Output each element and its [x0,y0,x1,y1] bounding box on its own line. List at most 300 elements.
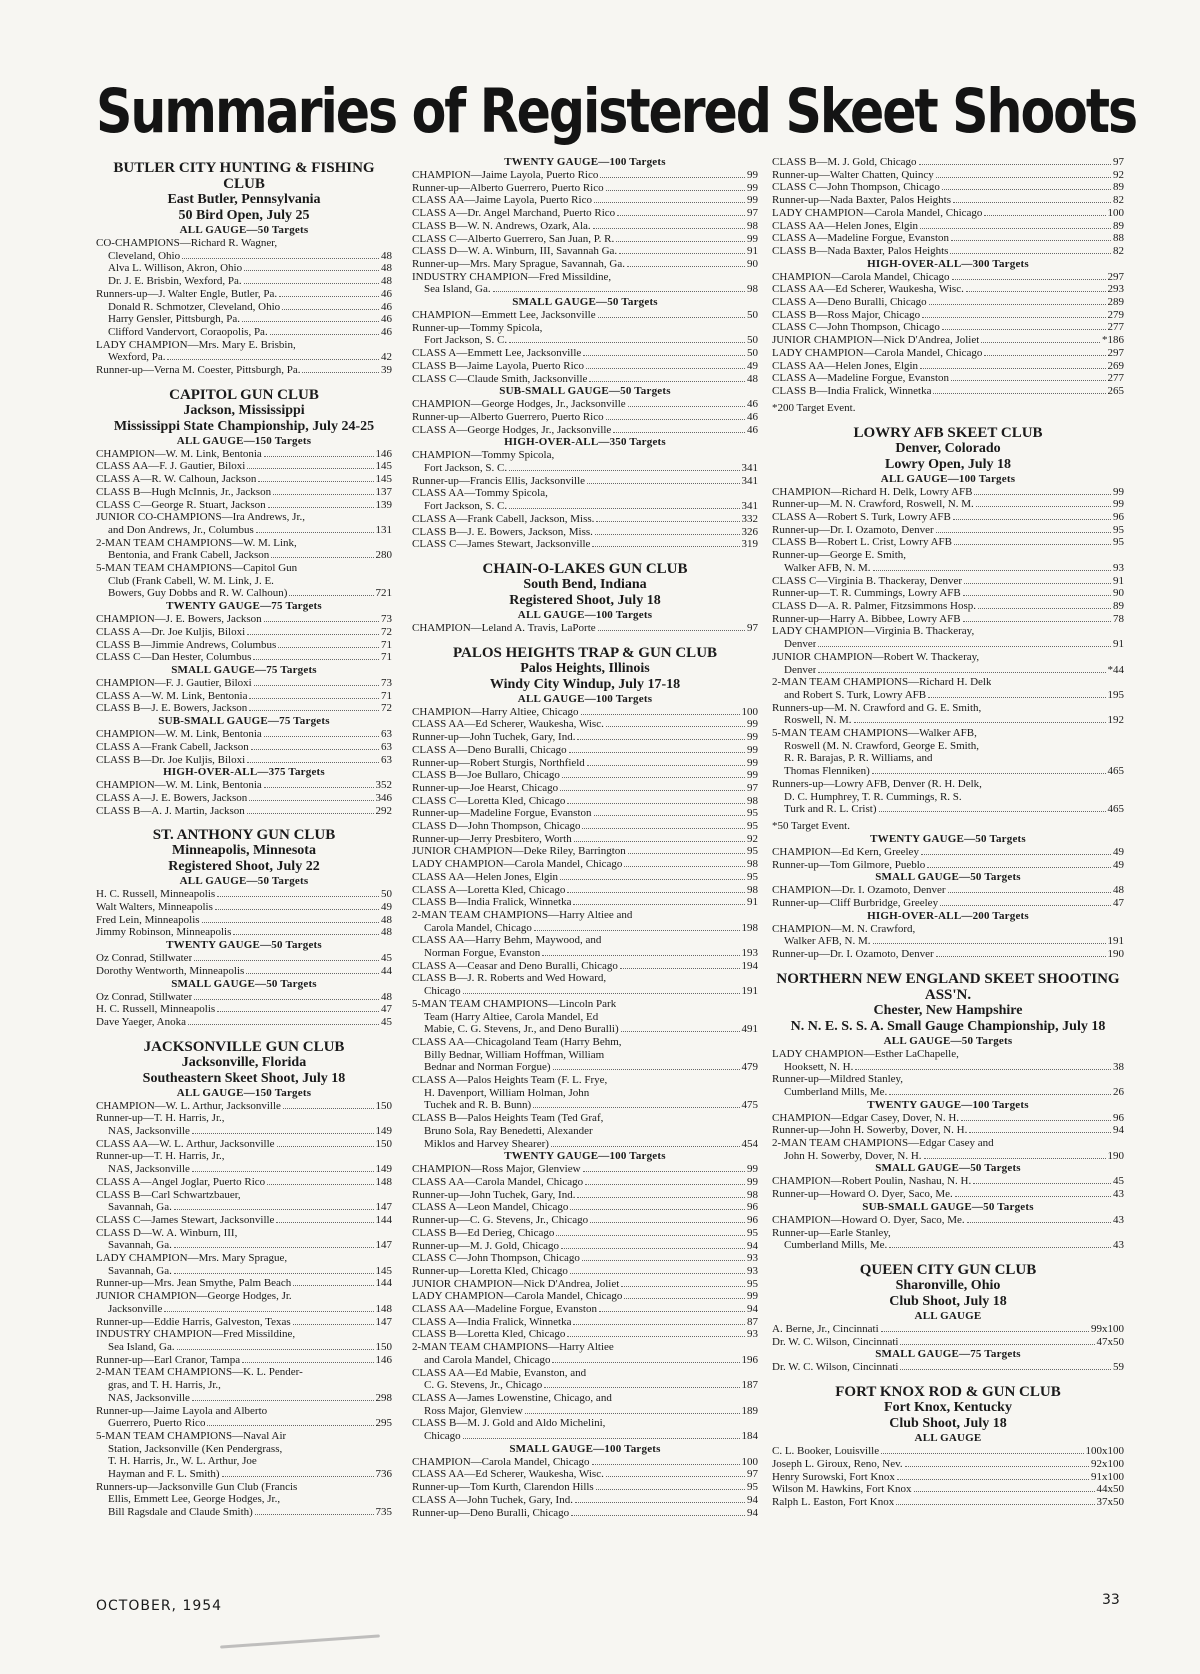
result-entry: CLASS B—M. J. Gold, Chicago [772,156,917,168]
result-entry: CHAMPION—Ross Major, Glenview [412,1163,581,1176]
result-entry: Runners-up—Lowry AFB, Denver (R. H. Delk, [772,777,982,790]
result-score: 97 [1113,156,1124,168]
result-row [772,1061,1124,1074]
result-entry: Cleveland, Ohio [108,249,181,262]
dot-leader [948,892,1111,893]
dot-leader [567,1336,745,1337]
dot-leader [924,1158,1106,1159]
result-row [96,741,392,754]
dot-leader [933,393,1105,394]
result-score: 475 [741,1099,758,1112]
result-entry: CLASS C—Dan Hester, Columbus [96,651,252,664]
result-score: 43 [1113,1213,1124,1226]
result-row [772,283,1124,296]
result-score: 48 [381,990,392,1003]
result-entry: Runner-up—Eddie Harris, Galveston, Texas [96,1315,291,1328]
result-score: 279 [1107,308,1124,321]
result-row [772,575,1124,588]
result-score: 46 [747,410,758,423]
result-row [96,792,392,805]
dot-leader [606,1476,745,1477]
club-name: PALOS HEIGHTS TRAP & GUN CLUB [452,644,718,661]
result-row [772,1137,1124,1150]
result-entry: JUNIOR CHAMPION—George Hodges, Jr. [96,1290,292,1303]
result-entry: Runners-up—M. N. Crawford and G. E. Smith, [772,701,982,714]
result-entry: Dave Yaeger, Anoka [96,1015,186,1028]
result-entry: CLASS B—India Fralick, Winnetka [772,384,932,397]
result-entry: CLASS A—R. W. Calhoun, Jackson [96,473,257,486]
dot-leader [283,1108,374,1109]
result-row [772,935,1124,948]
club-name: FORT KNOX ROD & GUN CLUB [835,1384,1061,1401]
result-row [96,549,392,562]
result-entry: CLASS A—Madeline Forgue, Evanston [772,232,950,245]
result-row [412,1278,758,1291]
result-score: 98 [747,1188,758,1201]
result-score: 99 [747,1163,758,1176]
dot-leader [889,1247,1111,1248]
dot-leader [583,1171,745,1172]
result-row [412,271,758,284]
dot-leader [249,800,373,801]
result-row [412,1303,758,1316]
result-score: 195 [1107,688,1124,701]
result-entry: Dorothy Wentworth, Minneapolis [96,964,245,977]
result-score: 187 [741,1379,758,1392]
dot-leader [244,270,379,271]
result-entry: CLASS A—Leon Mandel, Chicago [412,1201,569,1214]
result-row [412,1392,758,1405]
result-entry: Harry Gensler, Pittsburgh, Pa. [108,313,240,326]
result-score: 137 [375,485,392,498]
dot-leader [598,317,745,318]
result-row [772,1214,1124,1227]
dot-leader [509,508,739,509]
result-entry: Mabie, C. G. Stevens, Jr., and Deno Buralli) [424,1023,619,1036]
gauge-heading: HIGH-OVER-ALL—300 Targets [867,257,1029,270]
dot-leader [951,240,1111,241]
event-subtitle: N. N. E. S. S. A. Small Gauge Championship, July 18 [790,1018,1106,1034]
result-row [772,859,1124,872]
result-score: 94 [747,1303,758,1316]
gauge-heading: ALL GAUGE—150 Targets [176,1086,312,1099]
result-row [772,651,1124,664]
dot-leader [253,659,379,660]
result-score: 99 [1113,498,1124,511]
result-row [412,1074,758,1087]
gauge-heading: SMALL GAUGE—100 Targets [509,1442,661,1455]
result-entry: Runner-up—Earle Stanley, [772,1226,891,1239]
result-entry: CLASS C—John Thompson, Chicago [772,321,940,334]
result-score: 91 [1113,574,1124,587]
result-score: 47 [381,1003,392,1016]
result-entry: Fort Jackson, S. C. [424,500,508,513]
dot-leader [256,532,374,533]
result-entry: CO-CHAMPIONS—Richard R. Wagner, [96,237,278,249]
dot-leader [463,1438,740,1439]
dot-leader [854,722,1106,723]
result-row [772,1496,1124,1509]
result-entry: CHAMPION—W. M. Link, Bentonia [96,779,262,792]
dot-leader [966,291,1106,292]
result-entry: CLASS B—W. N. Andrews, Ozark, Ala. [412,219,591,232]
result-row [772,702,1124,715]
gauge-heading: TWENTY GAUGE—75 Targets [166,600,322,613]
result-score: 42 [381,351,392,364]
result-score: 91 [1113,638,1124,651]
result-row [96,1290,392,1303]
result-row [96,1138,392,1151]
result-entry: CHAMPION—Emmett Lee, Jacksonville [412,309,596,322]
dot-leader [249,710,379,711]
club-name: CAPITOL GUN CLUB [169,386,319,403]
result-score: 96 [1113,511,1124,524]
result-score: 292 [375,804,392,817]
event-subtitle: Registered Shoot, July 18 [509,592,661,608]
dot-leader [872,773,1106,774]
result-row [772,169,1124,182]
dot-leader [551,1146,740,1147]
result-row [772,271,1124,284]
result-entry: 5-MAN TEAM CHAMPIONS—Lincoln Park [412,997,617,1010]
result-score: 48 [747,372,758,385]
result-entry: CLASS A—J. E. Bowers, Jackson [96,791,248,804]
event-subtitle: Windy City Windup, July 17-18 [489,676,681,692]
dot-leader [217,896,379,897]
result-score: 47 [1113,897,1124,910]
dot-leader [293,1285,373,1286]
dot-leader [582,1260,745,1261]
result-entry: CLASS AA—Madeline Forgue, Evanston [412,1303,597,1316]
result-entry: CLASS A—George Hodges, Jr., Jacksonville [412,423,612,436]
result-row [96,1341,392,1354]
result-row [412,718,758,731]
result-row [412,182,758,195]
dot-leader [587,483,739,484]
result-row [96,677,392,690]
result-score: 99 [747,1176,758,1188]
result-row [772,752,1124,765]
result-row [96,301,392,314]
result-row [412,513,758,526]
result-score: 90 [1113,587,1124,600]
gauge-heading: ALL GAUGE—100 Targets [517,692,653,705]
result-entry: CLASS C—George R. Stuart, Jackson [96,498,266,511]
result-entry: Runner-up—Verna M. Coester, Pittsburgh, Pa. [96,364,301,377]
dot-leader [920,368,1105,369]
result-entry: CLASS A—Ceasar and Deno Buralli, Chicago [412,959,618,972]
result-score: 144 [375,1277,392,1290]
dot-leader [282,309,379,310]
result-entry: 5-MAN TEAM CHAMPIONS—Capitol Gun [96,562,298,575]
result-entry: Bowers, Guy Dobbs and R. W. Calhoun) [108,587,288,600]
result-entry: Carola Mandel, Chicago [424,921,532,934]
result-score: 87 [747,1315,758,1328]
result-score: 26 [1113,1085,1124,1098]
result-score: 95 [747,845,758,858]
result-score: 149 [375,1125,392,1138]
result-entry: Runner-up—T. H. Harris, Jr., [96,1112,225,1125]
result-entry: CLASS A—Palos Heights Team (F. L. Frye, [412,1074,608,1087]
result-entry: Tuchek and R. B. Bunn) [424,1099,532,1112]
result-score: 269 [1107,359,1124,372]
dot-leader [594,202,745,203]
result-row [96,805,392,818]
result-row [772,562,1124,575]
result-score: 49 [747,359,758,372]
result-entry: CHAMPION—W. M. Link, Bentonia [96,728,262,741]
result-row [96,1265,392,1278]
result-entry: LADY CHAMPION—Carola Mandel, Chicago [772,206,983,219]
result-row [412,373,758,386]
result-entry: Oz Conrad, Stillwater [96,952,193,965]
result-row [412,1112,758,1125]
dot-leader [174,1209,374,1210]
dot-leader [628,406,745,407]
result-row [772,613,1124,626]
result-row [412,309,758,322]
result-row [772,884,1124,897]
result-row [412,1354,758,1367]
gauge-heading: ALL GAUGE—50 Targets [883,1034,1013,1047]
result-entry: Runner-up—Tom Gilmore, Pueblo [772,858,926,871]
result-score: 721 [375,587,392,600]
result-score: 50 [747,334,758,347]
dot-leader [233,934,379,935]
result-row [772,714,1124,727]
result-row [96,1016,392,1029]
result-entry: NAS, Jacksonville [108,1125,190,1138]
gauge-heading: HIGH-OVER-ALL—350 Targets [504,436,666,449]
dot-leader [587,765,745,766]
result-score: 297 [1107,346,1124,359]
result-entry: Norman Forgue, Evanston [424,947,541,960]
result-entry: Runner-up—Jerry Presbitero, Worth [412,832,572,845]
result-entry: CLASS B—Jaime Layola, Puerto Rico [412,359,585,372]
dot-leader [586,368,745,369]
dot-leader [619,253,745,254]
page-number: 33 [1102,1592,1120,1608]
results-section [772,425,1124,961]
result-row [96,1506,392,1519]
result-row [412,207,758,220]
result-row [96,460,392,473]
result-row [412,820,758,833]
dot-leader [277,1146,374,1147]
result-row [412,1417,758,1430]
dot-leader [627,266,745,267]
result-row [772,1112,1124,1125]
result-score: *186 [1102,334,1124,347]
result-score: 46 [747,398,758,411]
result-entry: CHAMPION—Carola Mandel, Chicago [412,1455,590,1468]
result-score: 43 [1113,1188,1124,1201]
result-row [412,1328,758,1341]
result-row [412,922,758,935]
dot-leader [577,1197,745,1198]
result-entry: Runner-up—T. R. Cummings, Lowry AFB [772,587,961,600]
result-score: 277 [1107,321,1124,334]
result-entry: Runner-up—Jaime Layola and Alberto [96,1404,268,1417]
result-score: 298 [375,1391,392,1404]
dot-leader [560,879,745,880]
result-score: 48 [381,249,392,262]
result-row [96,1227,392,1240]
result-row [772,156,1124,169]
result-score: 96 [747,1201,758,1214]
result-entry: Walker AFB, N. M. [784,935,871,948]
dot-leader [594,815,745,816]
result-score: 293 [1107,283,1124,296]
result-row [412,1240,758,1253]
dot-leader [279,296,379,297]
result-score: 265 [1107,384,1124,397]
result-score: 71 [381,651,392,664]
result-entry: Turk and R. L. Crist) [784,803,877,816]
result-entry: Jacksonville [108,1302,163,1315]
dot-leader [273,494,373,495]
result-row [772,334,1124,347]
result-score: 149 [375,1163,392,1176]
result-score: 198 [741,921,758,934]
result-row [96,562,392,575]
dot-leader [927,867,1111,868]
result-row [772,1323,1124,1336]
dot-leader [929,304,1106,305]
dot-leader [606,726,745,727]
results-section [412,561,758,635]
event-subtitle: Lowry Open, July 18 [884,456,1011,472]
result-entry: CLASS B—India Fralick, Winnetka [412,896,572,909]
result-score: 465 [1107,803,1124,816]
result-row [412,795,758,808]
dot-leader [276,1222,373,1223]
result-entry: Donald R. Schmotzer, Cleveland, Ohio [108,300,281,313]
dot-leader [613,432,745,433]
dot-leader [879,811,1106,812]
result-row [412,1099,758,1112]
result-score: 92 [747,832,758,845]
result-row [772,220,1124,233]
result-entry: CLASS B—Joe Bullaro, Chicago [412,769,560,782]
result-score: 45 [381,1015,392,1028]
result-entry: CLASS B—Nada Baxter, Palos Heights [772,244,949,257]
result-score: 73 [381,676,392,689]
dot-leader [978,608,1111,609]
dot-leader [556,1235,745,1236]
result-entry: CLASS D—John Thompson, Chicago [412,820,581,833]
result-entry: CHAMPION—Edgar Casey, Dover, N. H. [772,1111,960,1124]
result-entry: Bednar and Norman Forgue) [424,1061,551,1074]
result-row [96,1417,392,1430]
event-subtitle: 50 Bird Open, July 25 [178,208,310,223]
result-row [412,1367,758,1380]
result-score: 98 [747,283,758,296]
result-entry: Runners-up—J. Walter Engle, Butler, Pa. [96,287,278,300]
result-row [96,326,392,339]
dot-leader [881,1453,1083,1454]
dot-leader [242,1362,373,1363]
result-entry: Runner-up—Mildred Stanley, [772,1073,904,1086]
result-row [96,262,392,275]
result-entry: CLASS A—Dr. Joe Kuljis, Biloxi [96,625,246,638]
result-entry: CLASS AA—F. J. Gautier, Biloxi [96,460,246,473]
result-entry: Cumberland Mills, Me. [784,1085,888,1098]
result-row [772,385,1124,398]
result-row [96,288,392,301]
result-row [412,1456,758,1469]
dot-leader [592,1464,740,1465]
dot-leader [194,960,379,961]
dot-leader [585,1184,745,1185]
result-score: 341 [741,462,758,475]
result-row [412,258,758,271]
result-row [96,587,392,600]
dot-leader [950,253,1111,254]
event-subtitle: Denver, Colorado [895,440,1001,456]
result-score: 98 [747,858,758,871]
dot-leader [616,241,745,242]
result-entry: CHAMPION—Carola Mandel, Chicago [772,270,950,283]
club-name: ST. ANTHONY GUN CLUB [152,827,336,844]
result-score: 49 [381,901,392,914]
dot-leader [595,534,740,535]
result-score: 100x100 [1085,1445,1124,1458]
result-entry: Ralph L. Easton, Fort Knox [772,1495,895,1508]
event-subtitle: Sharonville, Ohio [895,1278,1001,1293]
result-entry: CLASS D—W. A. Winburn, III, [96,1226,238,1239]
dot-leader [936,956,1106,957]
result-row [412,1252,758,1265]
result-score: 50 [381,888,392,901]
result-score: 148 [375,1302,392,1315]
dot-leader [567,803,745,804]
result-entry: CLASS A—Emmett Lee, Jacksonville [412,347,582,360]
result-row [772,846,1124,859]
result-row [96,702,392,715]
result-entry: CHAMPION—George Hodges, Jr., Jacksonville [412,398,626,411]
result-entry: CHAMPION—Leland A. Travis, LaPorte [412,621,596,634]
dot-leader [567,892,745,893]
result-entry: CLASS B—Dr. Joe Kuljis, Biloxi [96,753,246,766]
result-entry: Runner-up—C. G. Stevens, Jr., Chicago [412,1214,589,1227]
result-entry: CHAMPION—W. M. Link, Bentonia [96,447,262,460]
dot-leader [897,1479,1089,1480]
result-row [412,449,758,462]
dot-leader [254,685,379,686]
dot-leader [951,380,1105,381]
result-score: 49 [1113,845,1124,858]
result-row [96,1443,392,1456]
result-score: 95 [747,807,758,820]
result-row [412,972,758,985]
result-score: 479 [741,1061,758,1074]
dot-leader [268,507,374,508]
result-score: 44 [381,964,392,977]
result-row [772,347,1124,360]
result-row [96,313,392,326]
result-row [96,524,392,537]
dot-leader [936,177,1111,178]
result-score: 50 [747,347,758,360]
dot-leader [247,634,379,635]
gauge-heading: ALL GAUGE—100 Targets [517,608,653,621]
result-entry: CLASS AA—Chicagoland Team (Harry Behm, [412,1035,622,1048]
result-row [412,1379,758,1392]
result-row [96,1201,392,1214]
result-score: 91x100 [1091,1470,1124,1483]
result-entry: Runner-up—Alberto Guerrero, Puerto Rico [412,410,604,423]
